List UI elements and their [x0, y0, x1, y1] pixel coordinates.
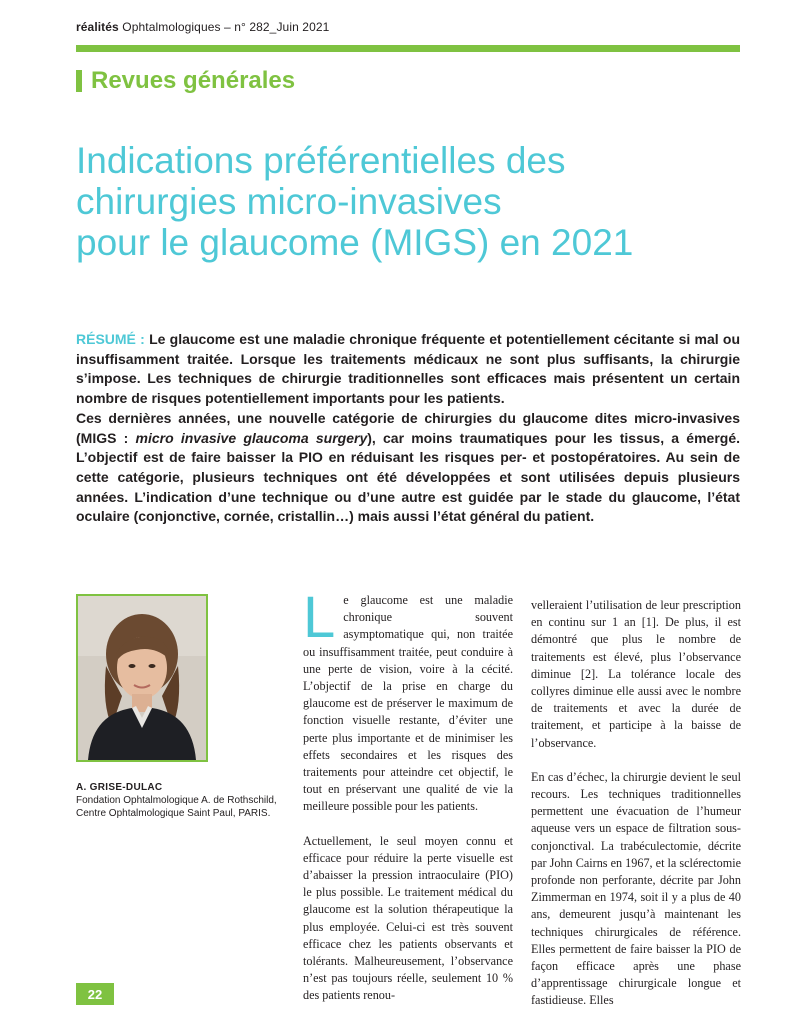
title-line-1: Indications préférentielles des — [76, 140, 566, 181]
body-text-1: e glaucome est une maladie chronique souvent asymptomatique qui, non traitée ou insuffisamment traitée, peut conduire à une perte de vision, voire à la cécité. L’objectif de la prise en charge du glaucome est de préserver le maximum de fonction visuelle restante, d’éviter une perte plus importante et de minimiser les effets secondaires et les risques des traitements pour atteindre cet objectif, le tout en préservant une qualité de vie la meilleure possible pour les patients. — [303, 593, 513, 814]
journal-issue: Ophtalmologiques – n° 282_Juin 2021 — [122, 20, 330, 34]
abstract-text-2a: Ces dernières années, une nouvelle catégorie de chirurgies du glaucome dites micro-invasives (MIGS : — [76, 409, 740, 446]
drop-cap: L — [303, 585, 336, 650]
title-line-3: pour le glaucome (MIGS) en 2021 — [76, 222, 634, 263]
section-heading — [76, 66, 295, 96]
abstract-text-2-italic: micro invasive glaucoma surgery — [135, 429, 368, 446]
abstract-text-2b: ), car moins traumatiques pour les tissus, a émergé. L’objectif est de faire baisser la PIO en réduisant les risques per- et postopératoires. Au sein de cette catégorie, plusieurs techniques ont été développées et sont utilisées depuis plusieurs années. L’indication d’une technique ou d’une autre est guidée par le stade du glaucome, l’état oculaire (conjonctive, cornée, cristallin…) mais aussi l’état général du patient. — [76, 429, 740, 525]
author-affiliation-2: Centre Ophtalmologique Saint Paul, PARIS. — [76, 808, 271, 819]
abstract-para-1 — [76, 330, 740, 409]
author-photo — [76, 594, 208, 762]
abstract-para-2 — [76, 409, 740, 527]
body-para-1 — [303, 585, 513, 816]
abstract-text-1: Le glaucome est une maladie chronique fréquente et potentiellement cécitante si mal ou insuffisamment traitée. Lorsque les traitements médicaux ne sont plus suffisants, la chirurgie s’impose. Les techniques de chirurgie traditionnelles sont efficaces mais présentent un certain nombre de risques potentiellement importants pour les patients. — [76, 331, 741, 407]
article-title — [76, 140, 716, 263]
author-affiliation-1: Fondation Ophtalmologique A. de Rothschild, — [76, 795, 277, 806]
body-column-1 — [303, 585, 513, 1022]
title-line-2: chirurgies micro-invasives — [76, 181, 502, 222]
header-rule — [76, 45, 740, 52]
body-para-2: Actuellement, le seul moyen connu et efficace pour réduire la perte visuelle est d’abaisser la pression intraoculaire (PIO) le plus possible. Le traitement médical du glaucome est la solution thérapeutique la plus employée. Celui-ci est très souvent efficace chez les patients observants et tolérants. Malheureusement, l’observance n’est pas toujours réelle, seulement 10 % des patients renou- — [303, 833, 513, 1003]
body-column-2 — [531, 597, 741, 1027]
page-number: 22 — [76, 983, 114, 1005]
author-name: A. GRISE-DULAC — [76, 782, 163, 793]
journal-brand: réalités — [76, 20, 119, 34]
body-para-4: En cas d’échec, la chirurgie devient le seul recours. Les techniques traditionnelles permettent une évacuation de l’humeur aqueuse vers un espace de filtration sous-conjonctival. La trabéculectomie, décrite par John Cairns en 1967, et la sclérectomie profonde non perforante, décrite par John Zimmerman en 1974, soit il y a plus de 40 ans, demeurent jusqu’à maintenant les techniques chirurgicales de référence. Elles permettent de faire baisser la PIO de façon efficace après une phase d’apprentissage chirurgicale longue et fastidieuse. Elles — [531, 769, 741, 1008]
body-para-3: velleraient l’utilisation de leur prescription en continu sur 1 an [1]. De plus, il est démontré que plus le nombre de traitements est élevé, plus l’observance diminue [2]. La tolérance locale des collyres diminue elle aussi avec le nombre de traitements et avec la durée de traitement, et participe à la baisse de l’observance. — [531, 598, 741, 750]
section-marker — [76, 70, 82, 92]
abstract-label: RÉSUMÉ : — [76, 331, 145, 347]
abstract — [76, 330, 740, 527]
running-header — [76, 20, 329, 34]
section-label: Revues générales — [91, 67, 296, 94]
author-block — [76, 781, 286, 820]
portrait-illustration — [78, 596, 206, 760]
